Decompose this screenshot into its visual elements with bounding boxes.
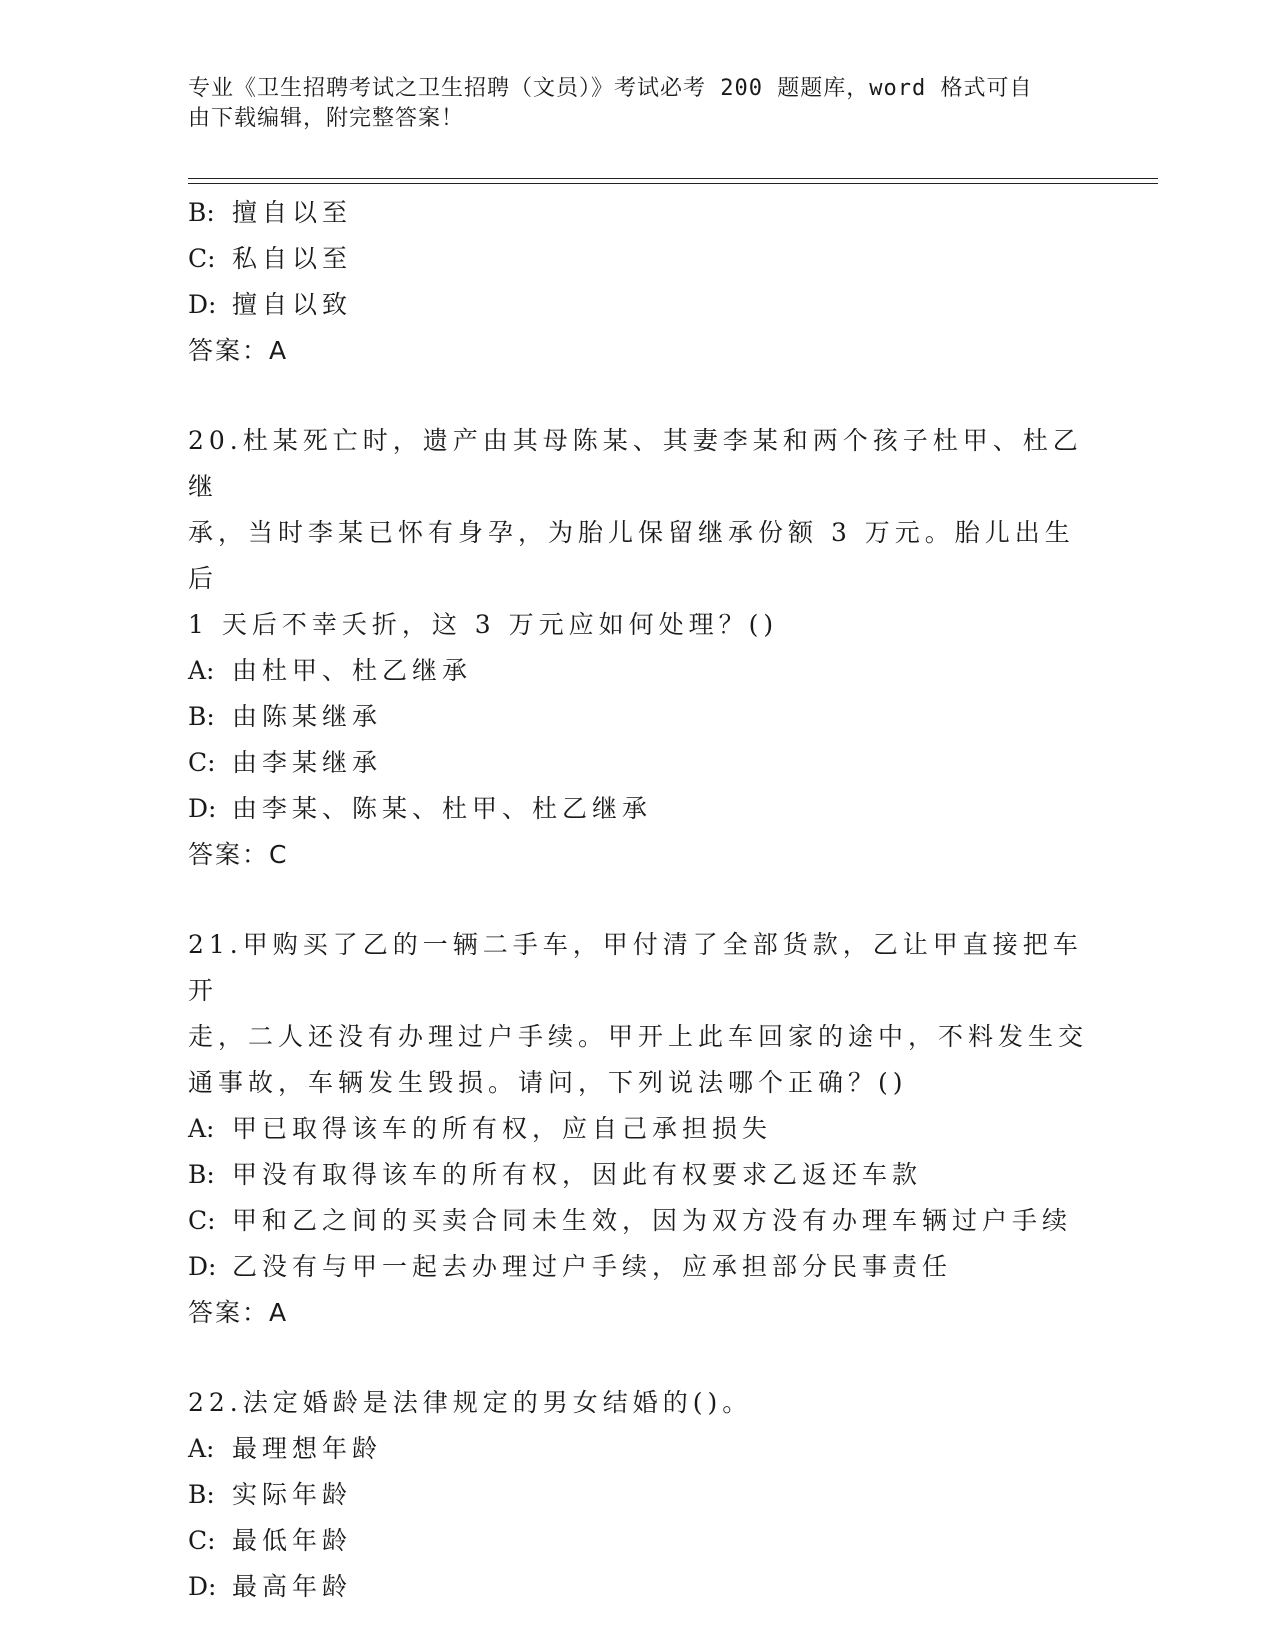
header-line-2: 由下载编辑，附完整答案！	[188, 106, 465, 131]
option-line	[188, 190, 1088, 236]
option-line	[188, 1198, 1088, 1244]
question-text-line: 走，二人还没有办理过户手续。甲开上此车回家的途中，不料发生交	[188, 1022, 1089, 1051]
option-key: D:	[188, 1252, 217, 1281]
option-line	[188, 282, 1088, 328]
option-text: 由李某继承	[232, 748, 383, 777]
question-text-line: 承，当时李某已怀有身孕，为胎儿保留继承份额 3 万元。胎儿出生后	[188, 518, 1075, 593]
option-line	[188, 786, 1088, 832]
option-key: A:	[188, 656, 215, 685]
header-divider-top	[188, 178, 1158, 179]
header-line-1: 专业《卫生招聘考试之卫生招聘（文员）》考试必考 200 题题库，word 格式可自	[188, 76, 1033, 101]
option-text: 甲和乙之间的买卖合同未生效，因为双方没有办理车辆过户手续	[232, 1206, 1073, 1235]
option-key: D:	[188, 1572, 217, 1601]
question-22	[188, 1380, 1088, 1610]
option-key: B:	[188, 198, 215, 227]
option-text: 甲已取得该车的所有权，应自己承担损失	[232, 1114, 773, 1143]
option-key: A:	[188, 1114, 215, 1143]
option-text: 私自以至	[232, 244, 353, 273]
option-text: 最低年龄	[232, 1526, 353, 1555]
option-key: D:	[188, 794, 217, 823]
question-19-continuation	[188, 190, 1088, 374]
option-text: 甲没有取得该车的所有权，因此有权要求乙返还车款	[232, 1160, 923, 1189]
answer-line: 答案：A	[188, 336, 289, 365]
question-text-line: 通事故，车辆发生毁损。请问，下列说法哪个正确？()	[188, 1068, 908, 1097]
question-21	[188, 922, 1088, 1336]
question-20	[188, 418, 1088, 878]
option-line	[188, 1106, 1088, 1152]
option-text: 由杜甲、杜乙继承	[232, 656, 473, 685]
option-line	[188, 740, 1088, 786]
option-text: 最高年龄	[232, 1572, 353, 1601]
answer-line: 答案：A	[188, 1298, 289, 1327]
option-key: C:	[188, 1206, 216, 1235]
option-text: 由李某、陈某、杜甲、杜乙继承	[232, 794, 653, 823]
option-line	[188, 236, 1088, 282]
option-line	[188, 1518, 1088, 1564]
question-text-line: 22.法定婚龄是法律规定的男女结婚的()。	[188, 1388, 753, 1417]
option-text: 实际年龄	[232, 1480, 353, 1509]
option-key: C:	[188, 1526, 216, 1555]
option-key: B:	[188, 1480, 215, 1509]
option-key: B:	[188, 702, 215, 731]
option-key: A:	[188, 1434, 215, 1463]
question-list	[188, 190, 1088, 1610]
option-line	[188, 648, 1088, 694]
option-line	[188, 1426, 1088, 1472]
answer-line: 答案：C	[188, 840, 289, 869]
option-text: 由陈某继承	[232, 702, 383, 731]
option-key: D:	[188, 290, 217, 319]
option-line	[188, 1244, 1088, 1290]
option-key: C:	[188, 748, 216, 777]
option-line	[188, 1152, 1088, 1198]
option-text: 最理想年龄	[232, 1434, 383, 1463]
question-text-line: 1 天后不幸夭折，这 3 万元应如何处理？()	[188, 610, 779, 639]
option-line	[188, 1564, 1088, 1610]
option-line	[188, 694, 1088, 740]
question-text-line: 20.杜某死亡时，遗产由其母陈某、其妻李某和两个孩子杜甲、杜乙继	[188, 426, 1083, 501]
question-text-line: 21.甲购买了乙的一辆二手车，甲付清了全部货款，乙让甲直接把车开	[188, 930, 1083, 1005]
option-text: 擅自以致	[232, 290, 353, 319]
header-divider-bottom	[188, 183, 1158, 184]
option-line	[188, 1472, 1088, 1518]
option-text: 乙没有与甲一起去办理过户手续，应承担部分民事责任	[232, 1252, 953, 1281]
option-key: B:	[188, 1160, 215, 1189]
option-key: C:	[188, 244, 216, 273]
document-header	[188, 74, 1068, 134]
option-text: 擅自以至	[232, 198, 353, 227]
